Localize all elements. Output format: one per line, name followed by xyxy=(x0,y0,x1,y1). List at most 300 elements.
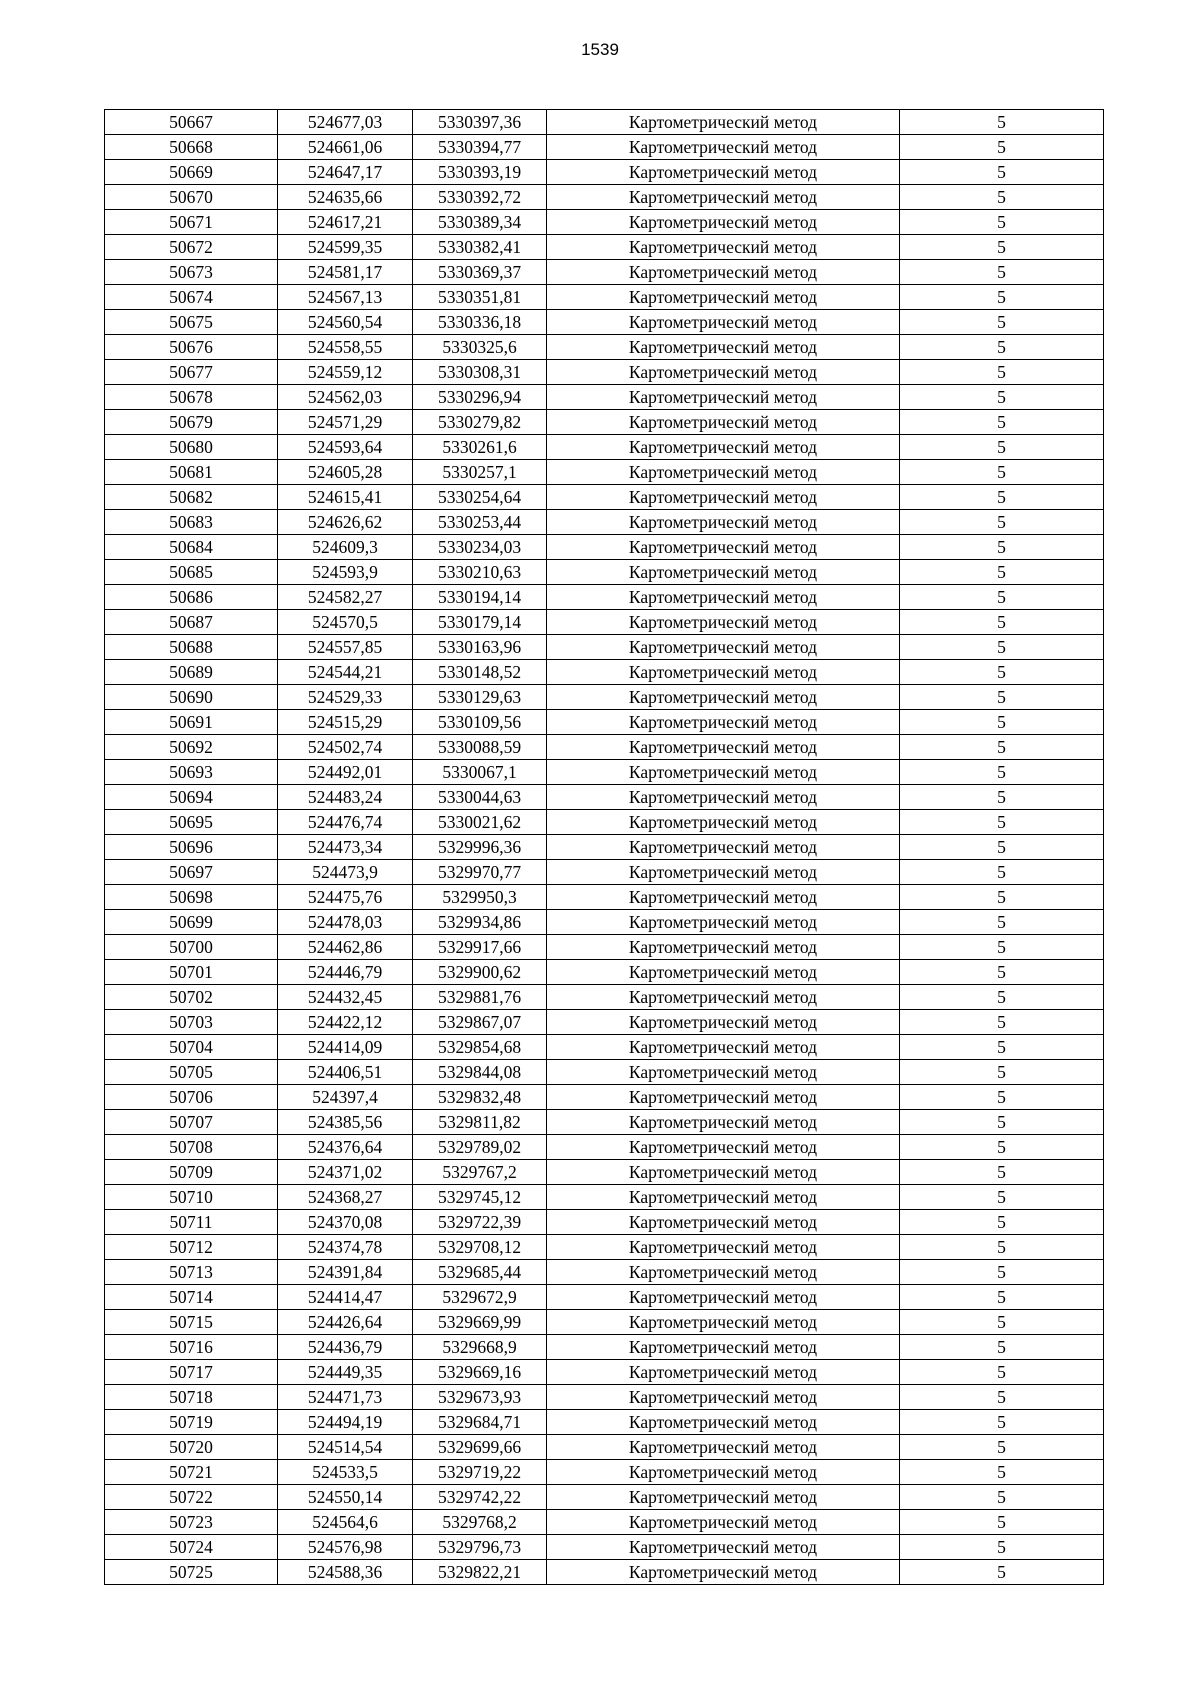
method-cell: Картометрический метод xyxy=(547,885,900,910)
table-row xyxy=(105,510,1104,535)
y-coordinate-cell: 5330279,82 xyxy=(413,410,547,435)
x-coordinate-cell: 524473,34 xyxy=(278,835,413,860)
method-cell: Картометрический метод xyxy=(547,335,900,360)
point-number-cell: 50676 xyxy=(105,335,278,360)
method-cell: Картометрический метод xyxy=(547,1535,900,1560)
y-coordinate-cell: 5329722,39 xyxy=(413,1210,547,1235)
table-row xyxy=(105,285,1104,310)
method-cell: Картометрический метод xyxy=(547,585,900,610)
x-coordinate-cell: 524588,36 xyxy=(278,1560,413,1585)
point-number-cell: 50724 xyxy=(105,1535,278,1560)
method-cell: Картометрический метод xyxy=(547,285,900,310)
y-coordinate-cell: 5330021,62 xyxy=(413,810,547,835)
method-cell: Картометрический метод xyxy=(547,360,900,385)
table-row xyxy=(105,1335,1104,1360)
point-number-cell: 50690 xyxy=(105,685,278,710)
x-coordinate-cell: 524502,74 xyxy=(278,735,413,760)
point-number-cell: 50684 xyxy=(105,535,278,560)
point-number-cell: 50669 xyxy=(105,160,278,185)
y-coordinate-cell: 5330336,18 xyxy=(413,310,547,335)
method-cell: Картометрический метод xyxy=(547,960,900,985)
point-number-cell: 50703 xyxy=(105,1010,278,1035)
accuracy-cell: 5 xyxy=(900,1310,1104,1335)
x-coordinate-cell: 524414,09 xyxy=(278,1035,413,1060)
point-number-cell: 50694 xyxy=(105,785,278,810)
table-row xyxy=(105,210,1104,235)
method-cell: Картометрический метод xyxy=(547,535,900,560)
method-cell: Картометрический метод xyxy=(547,1110,900,1135)
point-number-cell: 50705 xyxy=(105,1060,278,1085)
x-coordinate-cell: 524550,14 xyxy=(278,1485,413,1510)
accuracy-cell: 5 xyxy=(900,835,1104,860)
point-number-cell: 50682 xyxy=(105,485,278,510)
method-cell: Картометрический метод xyxy=(547,1435,900,1460)
accuracy-cell: 5 xyxy=(900,160,1104,185)
y-coordinate-cell: 5330261,6 xyxy=(413,435,547,460)
table-row xyxy=(105,185,1104,210)
y-coordinate-cell: 5330253,44 xyxy=(413,510,547,535)
point-number-cell: 50715 xyxy=(105,1310,278,1335)
y-coordinate-cell: 5330351,81 xyxy=(413,285,547,310)
point-number-cell: 50677 xyxy=(105,360,278,385)
table-row xyxy=(105,785,1104,810)
accuracy-cell: 5 xyxy=(900,1060,1104,1085)
point-number-cell: 50704 xyxy=(105,1035,278,1060)
x-coordinate-cell: 524560,54 xyxy=(278,310,413,335)
point-number-cell: 50697 xyxy=(105,860,278,885)
point-number-cell: 50691 xyxy=(105,710,278,735)
method-cell: Картометрический метод xyxy=(547,635,900,660)
x-coordinate-cell: 524661,06 xyxy=(278,135,413,160)
x-coordinate-cell: 524478,03 xyxy=(278,910,413,935)
y-coordinate-cell: 5330389,34 xyxy=(413,210,547,235)
accuracy-cell: 5 xyxy=(900,1335,1104,1360)
point-number-cell: 50686 xyxy=(105,585,278,610)
coordinates-table xyxy=(104,109,1104,1585)
accuracy-cell: 5 xyxy=(900,760,1104,785)
accuracy-cell: 5 xyxy=(900,1010,1104,1035)
y-coordinate-cell: 5330179,14 xyxy=(413,610,547,635)
method-cell: Картометрический метод xyxy=(547,1285,900,1310)
method-cell: Картометрический метод xyxy=(547,1510,900,1535)
method-cell: Картометрический метод xyxy=(547,1210,900,1235)
accuracy-cell: 5 xyxy=(900,585,1104,610)
table-row xyxy=(105,935,1104,960)
table-row xyxy=(105,735,1104,760)
point-number-cell: 50722 xyxy=(105,1485,278,1510)
table-row xyxy=(105,1460,1104,1485)
method-cell: Картометрический метод xyxy=(547,1060,900,1085)
accuracy-cell: 5 xyxy=(900,960,1104,985)
method-cell: Картометрический метод xyxy=(547,1010,900,1035)
point-number-cell: 50718 xyxy=(105,1385,278,1410)
accuracy-cell: 5 xyxy=(900,1160,1104,1185)
method-cell: Картометрический метод xyxy=(547,1235,900,1260)
accuracy-cell: 5 xyxy=(900,535,1104,560)
x-coordinate-cell: 524609,3 xyxy=(278,535,413,560)
y-coordinate-cell: 5330382,41 xyxy=(413,235,547,260)
point-number-cell: 50688 xyxy=(105,635,278,660)
y-coordinate-cell: 5330129,63 xyxy=(413,685,547,710)
x-coordinate-cell: 524581,17 xyxy=(278,260,413,285)
y-coordinate-cell: 5330296,94 xyxy=(413,385,547,410)
y-coordinate-cell: 5329719,22 xyxy=(413,1460,547,1485)
x-coordinate-cell: 524617,21 xyxy=(278,210,413,235)
x-coordinate-cell: 524370,08 xyxy=(278,1210,413,1235)
x-coordinate-cell: 524374,78 xyxy=(278,1235,413,1260)
y-coordinate-cell: 5330163,96 xyxy=(413,635,547,660)
x-coordinate-cell: 524576,98 xyxy=(278,1535,413,1560)
accuracy-cell: 5 xyxy=(900,285,1104,310)
accuracy-cell: 5 xyxy=(900,635,1104,660)
point-number-cell: 50672 xyxy=(105,235,278,260)
point-number-cell: 50720 xyxy=(105,1435,278,1460)
x-coordinate-cell: 524436,79 xyxy=(278,1335,413,1360)
table-row xyxy=(105,485,1104,510)
method-cell: Картометрический метод xyxy=(547,1460,900,1485)
point-number-cell: 50680 xyxy=(105,435,278,460)
x-coordinate-cell: 524422,12 xyxy=(278,1010,413,1035)
accuracy-cell: 5 xyxy=(900,310,1104,335)
x-coordinate-cell: 524483,24 xyxy=(278,785,413,810)
method-cell: Картометрический метод xyxy=(547,685,900,710)
point-number-cell: 50678 xyxy=(105,385,278,410)
table-row xyxy=(105,235,1104,260)
method-cell: Картометрический метод xyxy=(547,435,900,460)
y-coordinate-cell: 5330325,6 xyxy=(413,335,547,360)
y-coordinate-cell: 5329742,22 xyxy=(413,1485,547,1510)
point-number-cell: 50710 xyxy=(105,1185,278,1210)
y-coordinate-cell: 5329685,44 xyxy=(413,1260,547,1285)
table-row xyxy=(105,560,1104,585)
x-coordinate-cell: 524635,66 xyxy=(278,185,413,210)
point-number-cell: 50700 xyxy=(105,935,278,960)
accuracy-cell: 5 xyxy=(900,185,1104,210)
method-cell: Картометрический метод xyxy=(547,835,900,860)
accuracy-cell: 5 xyxy=(900,485,1104,510)
x-coordinate-cell: 524558,55 xyxy=(278,335,413,360)
table-row xyxy=(105,810,1104,835)
accuracy-cell: 5 xyxy=(900,335,1104,360)
x-coordinate-cell: 524559,12 xyxy=(278,360,413,385)
y-coordinate-cell: 5329881,76 xyxy=(413,985,547,1010)
table-row xyxy=(105,1185,1104,1210)
accuracy-cell: 5 xyxy=(900,1435,1104,1460)
table-row xyxy=(105,635,1104,660)
y-coordinate-cell: 5329867,07 xyxy=(413,1010,547,1035)
table-row xyxy=(105,335,1104,360)
point-number-cell: 50696 xyxy=(105,835,278,860)
x-coordinate-cell: 524593,64 xyxy=(278,435,413,460)
x-coordinate-cell: 524533,5 xyxy=(278,1460,413,1485)
point-number-cell: 50670 xyxy=(105,185,278,210)
method-cell: Картометрический метод xyxy=(547,1260,900,1285)
table-row xyxy=(105,1485,1104,1510)
accuracy-cell: 5 xyxy=(900,560,1104,585)
method-cell: Картометрический метод xyxy=(547,235,900,260)
point-number-cell: 50708 xyxy=(105,1135,278,1160)
x-coordinate-cell: 524368,27 xyxy=(278,1185,413,1210)
method-cell: Картометрический метод xyxy=(547,1160,900,1185)
method-cell: Картометрический метод xyxy=(547,185,900,210)
x-coordinate-cell: 524677,03 xyxy=(278,110,413,135)
table-row xyxy=(105,610,1104,635)
x-coordinate-cell: 524446,79 xyxy=(278,960,413,985)
table-row xyxy=(105,435,1104,460)
y-coordinate-cell: 5329669,99 xyxy=(413,1310,547,1335)
accuracy-cell: 5 xyxy=(900,235,1104,260)
point-number-cell: 50725 xyxy=(105,1560,278,1585)
method-cell: Картометрический метод xyxy=(547,410,900,435)
accuracy-cell: 5 xyxy=(900,1260,1104,1285)
y-coordinate-cell: 5329832,48 xyxy=(413,1085,547,1110)
x-coordinate-cell: 524647,17 xyxy=(278,160,413,185)
point-number-cell: 50673 xyxy=(105,260,278,285)
point-number-cell: 50689 xyxy=(105,660,278,685)
y-coordinate-cell: 5330088,59 xyxy=(413,735,547,760)
y-coordinate-cell: 5330257,1 xyxy=(413,460,547,485)
x-coordinate-cell: 524473,9 xyxy=(278,860,413,885)
point-number-cell: 50681 xyxy=(105,460,278,485)
y-coordinate-cell: 5329708,12 xyxy=(413,1235,547,1260)
method-cell: Картометрический метод xyxy=(547,660,900,685)
table-row xyxy=(105,1360,1104,1385)
accuracy-cell: 5 xyxy=(900,735,1104,760)
method-cell: Картометрический метод xyxy=(547,1335,900,1360)
point-number-cell: 50674 xyxy=(105,285,278,310)
table-row xyxy=(105,310,1104,335)
point-number-cell: 50685 xyxy=(105,560,278,585)
table-row xyxy=(105,1535,1104,1560)
y-coordinate-cell: 5329768,2 xyxy=(413,1510,547,1535)
table-row xyxy=(105,1060,1104,1085)
table-row xyxy=(105,160,1104,185)
accuracy-cell: 5 xyxy=(900,785,1104,810)
x-coordinate-cell: 524564,6 xyxy=(278,1510,413,1535)
x-coordinate-cell: 524432,45 xyxy=(278,985,413,1010)
y-coordinate-cell: 5329684,71 xyxy=(413,1410,547,1435)
method-cell: Картометрический метод xyxy=(547,710,900,735)
point-number-cell: 50698 xyxy=(105,885,278,910)
method-cell: Картометрический метод xyxy=(547,260,900,285)
y-coordinate-cell: 5330369,37 xyxy=(413,260,547,285)
x-coordinate-cell: 524570,5 xyxy=(278,610,413,635)
point-number-cell: 50702 xyxy=(105,985,278,1010)
x-coordinate-cell: 524397,4 xyxy=(278,1085,413,1110)
accuracy-cell: 5 xyxy=(900,610,1104,635)
accuracy-cell: 5 xyxy=(900,110,1104,135)
method-cell: Картометрический метод xyxy=(547,1385,900,1410)
x-coordinate-cell: 524605,28 xyxy=(278,460,413,485)
table-row xyxy=(105,860,1104,885)
table-row xyxy=(105,1160,1104,1185)
table-row xyxy=(105,1510,1104,1535)
accuracy-cell: 5 xyxy=(900,1485,1104,1510)
x-coordinate-cell: 524471,73 xyxy=(278,1385,413,1410)
y-coordinate-cell: 5329822,21 xyxy=(413,1560,547,1585)
table-row xyxy=(105,260,1104,285)
accuracy-cell: 5 xyxy=(900,885,1104,910)
method-cell: Картометрический метод xyxy=(547,1185,900,1210)
x-coordinate-cell: 524492,01 xyxy=(278,760,413,785)
accuracy-cell: 5 xyxy=(900,1560,1104,1585)
table-row xyxy=(105,385,1104,410)
accuracy-cell: 5 xyxy=(900,1110,1104,1135)
x-coordinate-cell: 524529,33 xyxy=(278,685,413,710)
table-row xyxy=(105,1235,1104,1260)
point-number-cell: 50717 xyxy=(105,1360,278,1385)
table-row xyxy=(105,1010,1104,1035)
method-cell: Картометрический метод xyxy=(547,460,900,485)
table-row xyxy=(105,985,1104,1010)
accuracy-cell: 5 xyxy=(900,1085,1104,1110)
x-coordinate-cell: 524406,51 xyxy=(278,1060,413,1085)
method-cell: Картометрический метод xyxy=(547,310,900,335)
accuracy-cell: 5 xyxy=(900,410,1104,435)
y-coordinate-cell: 5329669,16 xyxy=(413,1360,547,1385)
x-coordinate-cell: 524599,35 xyxy=(278,235,413,260)
table-row xyxy=(105,710,1104,735)
method-cell: Картометрический метод xyxy=(547,1310,900,1335)
table-row xyxy=(105,1435,1104,1460)
point-number-cell: 50709 xyxy=(105,1160,278,1185)
table-row xyxy=(105,760,1104,785)
point-number-cell: 50712 xyxy=(105,1235,278,1260)
method-cell: Картометрический метод xyxy=(547,135,900,160)
accuracy-cell: 5 xyxy=(900,1135,1104,1160)
method-cell: Картометрический метод xyxy=(547,210,900,235)
point-number-cell: 50699 xyxy=(105,910,278,935)
accuracy-cell: 5 xyxy=(900,860,1104,885)
y-coordinate-cell: 5330254,64 xyxy=(413,485,547,510)
x-coordinate-cell: 524515,29 xyxy=(278,710,413,735)
accuracy-cell: 5 xyxy=(900,1235,1104,1260)
accuracy-cell: 5 xyxy=(900,460,1104,485)
point-number-cell: 50721 xyxy=(105,1460,278,1485)
x-coordinate-cell: 524494,19 xyxy=(278,1410,413,1435)
x-coordinate-cell: 524475,76 xyxy=(278,885,413,910)
point-number-cell: 50711 xyxy=(105,1210,278,1235)
table-row xyxy=(105,910,1104,935)
y-coordinate-cell: 5330044,63 xyxy=(413,785,547,810)
accuracy-cell: 5 xyxy=(900,985,1104,1010)
point-number-cell: 50692 xyxy=(105,735,278,760)
accuracy-cell: 5 xyxy=(900,1185,1104,1210)
x-coordinate-cell: 524562,03 xyxy=(278,385,413,410)
accuracy-cell: 5 xyxy=(900,1035,1104,1060)
table-row xyxy=(105,360,1104,385)
y-coordinate-cell: 5329844,08 xyxy=(413,1060,547,1085)
x-coordinate-cell: 524376,64 xyxy=(278,1135,413,1160)
method-cell: Картометрический метод xyxy=(547,1360,900,1385)
method-cell: Картометрический метод xyxy=(547,385,900,410)
accuracy-cell: 5 xyxy=(900,360,1104,385)
accuracy-cell: 5 xyxy=(900,710,1104,735)
y-coordinate-cell: 5329900,62 xyxy=(413,960,547,985)
accuracy-cell: 5 xyxy=(900,935,1104,960)
point-number-cell: 50719 xyxy=(105,1410,278,1435)
point-number-cell: 50683 xyxy=(105,510,278,535)
point-number-cell: 50687 xyxy=(105,610,278,635)
table-row xyxy=(105,1085,1104,1110)
method-cell: Картометрический метод xyxy=(547,485,900,510)
x-coordinate-cell: 524626,62 xyxy=(278,510,413,535)
accuracy-cell: 5 xyxy=(900,1360,1104,1385)
x-coordinate-cell: 524476,74 xyxy=(278,810,413,835)
accuracy-cell: 5 xyxy=(900,1385,1104,1410)
point-number-cell: 50667 xyxy=(105,110,278,135)
y-coordinate-cell: 5330067,1 xyxy=(413,760,547,785)
point-number-cell: 50693 xyxy=(105,760,278,785)
x-coordinate-cell: 524615,41 xyxy=(278,485,413,510)
method-cell: Картометрический метод xyxy=(547,1135,900,1160)
table-row xyxy=(105,535,1104,560)
method-cell: Картометрический метод xyxy=(547,910,900,935)
y-coordinate-cell: 5330308,31 xyxy=(413,360,547,385)
accuracy-cell: 5 xyxy=(900,510,1104,535)
accuracy-cell: 5 xyxy=(900,1510,1104,1535)
y-coordinate-cell: 5330210,63 xyxy=(413,560,547,585)
table-row xyxy=(105,1035,1104,1060)
method-cell: Картометрический метод xyxy=(547,610,900,635)
x-coordinate-cell: 524567,13 xyxy=(278,285,413,310)
coordinates-table-body xyxy=(105,110,1104,1585)
method-cell: Картометрический метод xyxy=(547,735,900,760)
accuracy-cell: 5 xyxy=(900,435,1104,460)
point-number-cell: 50716 xyxy=(105,1335,278,1360)
accuracy-cell: 5 xyxy=(900,1460,1104,1485)
point-number-cell: 50713 xyxy=(105,1260,278,1285)
point-number-cell: 50707 xyxy=(105,1110,278,1135)
table-row xyxy=(105,1310,1104,1335)
accuracy-cell: 5 xyxy=(900,1535,1104,1560)
y-coordinate-cell: 5329854,68 xyxy=(413,1035,547,1060)
y-coordinate-cell: 5329745,12 xyxy=(413,1185,547,1210)
accuracy-cell: 5 xyxy=(900,685,1104,710)
x-coordinate-cell: 524544,21 xyxy=(278,660,413,685)
y-coordinate-cell: 5330234,03 xyxy=(413,535,547,560)
table-row xyxy=(105,410,1104,435)
point-number-cell: 50714 xyxy=(105,1285,278,1310)
x-coordinate-cell: 524582,27 xyxy=(278,585,413,610)
y-coordinate-cell: 5330148,52 xyxy=(413,660,547,685)
x-coordinate-cell: 524414,47 xyxy=(278,1285,413,1310)
accuracy-cell: 5 xyxy=(900,910,1104,935)
method-cell: Картометрический метод xyxy=(547,760,900,785)
table-row xyxy=(105,585,1104,610)
method-cell: Картометрический метод xyxy=(547,810,900,835)
x-coordinate-cell: 524371,02 xyxy=(278,1160,413,1185)
method-cell: Картометрический метод xyxy=(547,510,900,535)
point-number-cell: 50679 xyxy=(105,410,278,435)
table-row xyxy=(105,1560,1104,1585)
table-row xyxy=(105,685,1104,710)
method-cell: Картометрический метод xyxy=(547,110,900,135)
method-cell: Картометрический метод xyxy=(547,160,900,185)
table-row xyxy=(105,660,1104,685)
y-coordinate-cell: 5329950,3 xyxy=(413,885,547,910)
point-number-cell: 50701 xyxy=(105,960,278,985)
y-coordinate-cell: 5329699,66 xyxy=(413,1435,547,1460)
accuracy-cell: 5 xyxy=(900,260,1104,285)
y-coordinate-cell: 5330394,77 xyxy=(413,135,547,160)
x-coordinate-cell: 524571,29 xyxy=(278,410,413,435)
method-cell: Картометрический метод xyxy=(547,985,900,1010)
table-row xyxy=(105,1385,1104,1410)
point-number-cell: 50695 xyxy=(105,810,278,835)
table-row xyxy=(105,835,1104,860)
table-row xyxy=(105,885,1104,910)
